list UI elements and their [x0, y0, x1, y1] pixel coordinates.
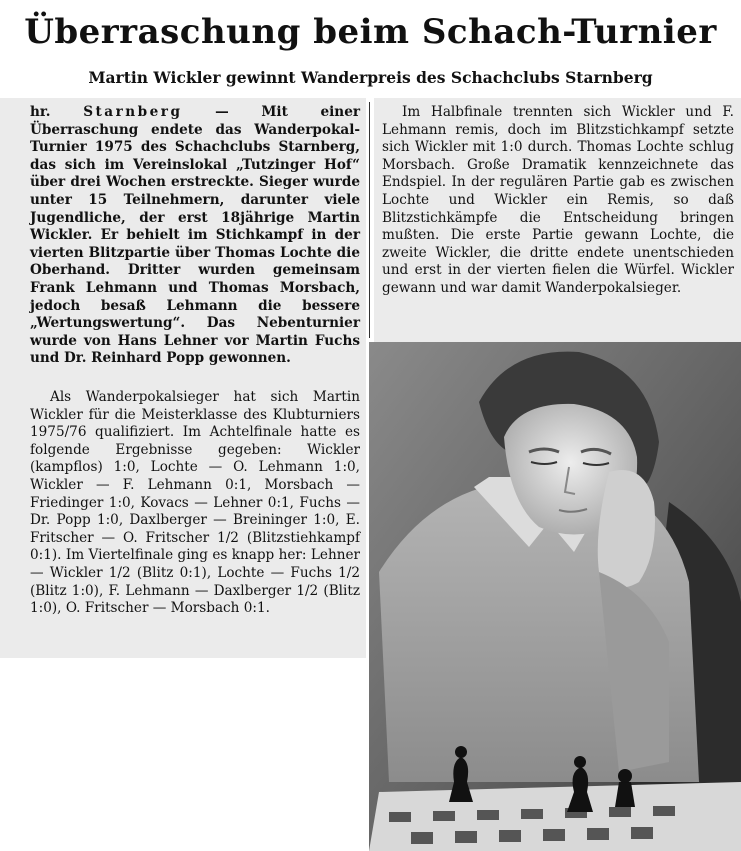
subheadline: Martin Wickler gewinnt Wanderpreis des Schachclubs Starnberg [88, 68, 653, 87]
results-paragraph: Als Wanderpokalsieger hat sich Martin Wickler für die Meisterklasse des Klubturniers 1975/76 qualifiziert. Im Achtelfinale hatte es folgende Ergebnisse gegeben: Wickler (kampflos) 1:0, Lochte — O. Lehmann 1:0, Wickler — F. Lehmann 0:1, Morsbach — Friedinger 1:0, Kovacs — Lehner 0:1, Fuchs — Dr. Popp 1:0, Daxlberger — Breininger 1:0, E. Fritscher — O. Fritscher 1/2 (Blitzstiehkampf 0:1). Im Viertelfinale ging es knapp her: Lehner — Wickler 1/2 (Blitz 0:1), Lochte — Fuchs 1/2 (Blitz 1:0), F. Lehmann — Daxlberger 1/2 (Blitz 1:0), O. Fritscher — Morsbach 0:1. [30, 389, 360, 617]
chess-player-photo [369, 342, 741, 851]
final-paragraph: Im Halbfinale trennten sich Wickler und F. Lehmann remis, doch im Blitzstichkampf setzte sich Wickler mit 1:0 durch. Thomas Lochte schlug Morsbach. Große Dramatik kennzeichnete das Endspiel. In der regulären Partie gab es zwischen Lochte und Wickler ein Remis, so daß Blitzstichkämpfe die Entscheidung bringen mußten. Die erste Partie gewann Lochte, die zweite Wickler, die dritte endete unentschieden und erst in der vierten fielen die Würfel. Wickler gewann und war damit Wanderpokalsieger. [382, 104, 734, 296]
dateline-place: Starnberg [83, 104, 183, 120]
column-divider [369, 102, 370, 338]
dateline-prefix: hr. [30, 104, 84, 120]
lead-paragraph [30, 104, 360, 368]
lead-text: — Mit einer Überraschung endete das Wanderpokal-Turnier 1975 des Schachclubs Starnberg, das sich im Vereinslokal „Tutzinger Hof“ über drei Wochen erstreckte. Sieger wurde unter 15 Teilnehmern, darunter viele Jugendliche, der erst 18jährige Martin Wickler. Er behielt im Stichkampf in der vierten Blitzpartie über Thomas Lochte die Oberhand. Dritter wurden gemeinsam Frank Lehmann und Thomas Morsbach, jedoch besaß Lehmann die bessere „Wertungswertung“. Das Nebenturnier wurde von Hans Lehner vor Martin Fuchs und Dr. Reinhard Popp gewonnen. [30, 104, 360, 367]
headline: Überraschung beim Schach-Turnier [24, 12, 717, 52]
